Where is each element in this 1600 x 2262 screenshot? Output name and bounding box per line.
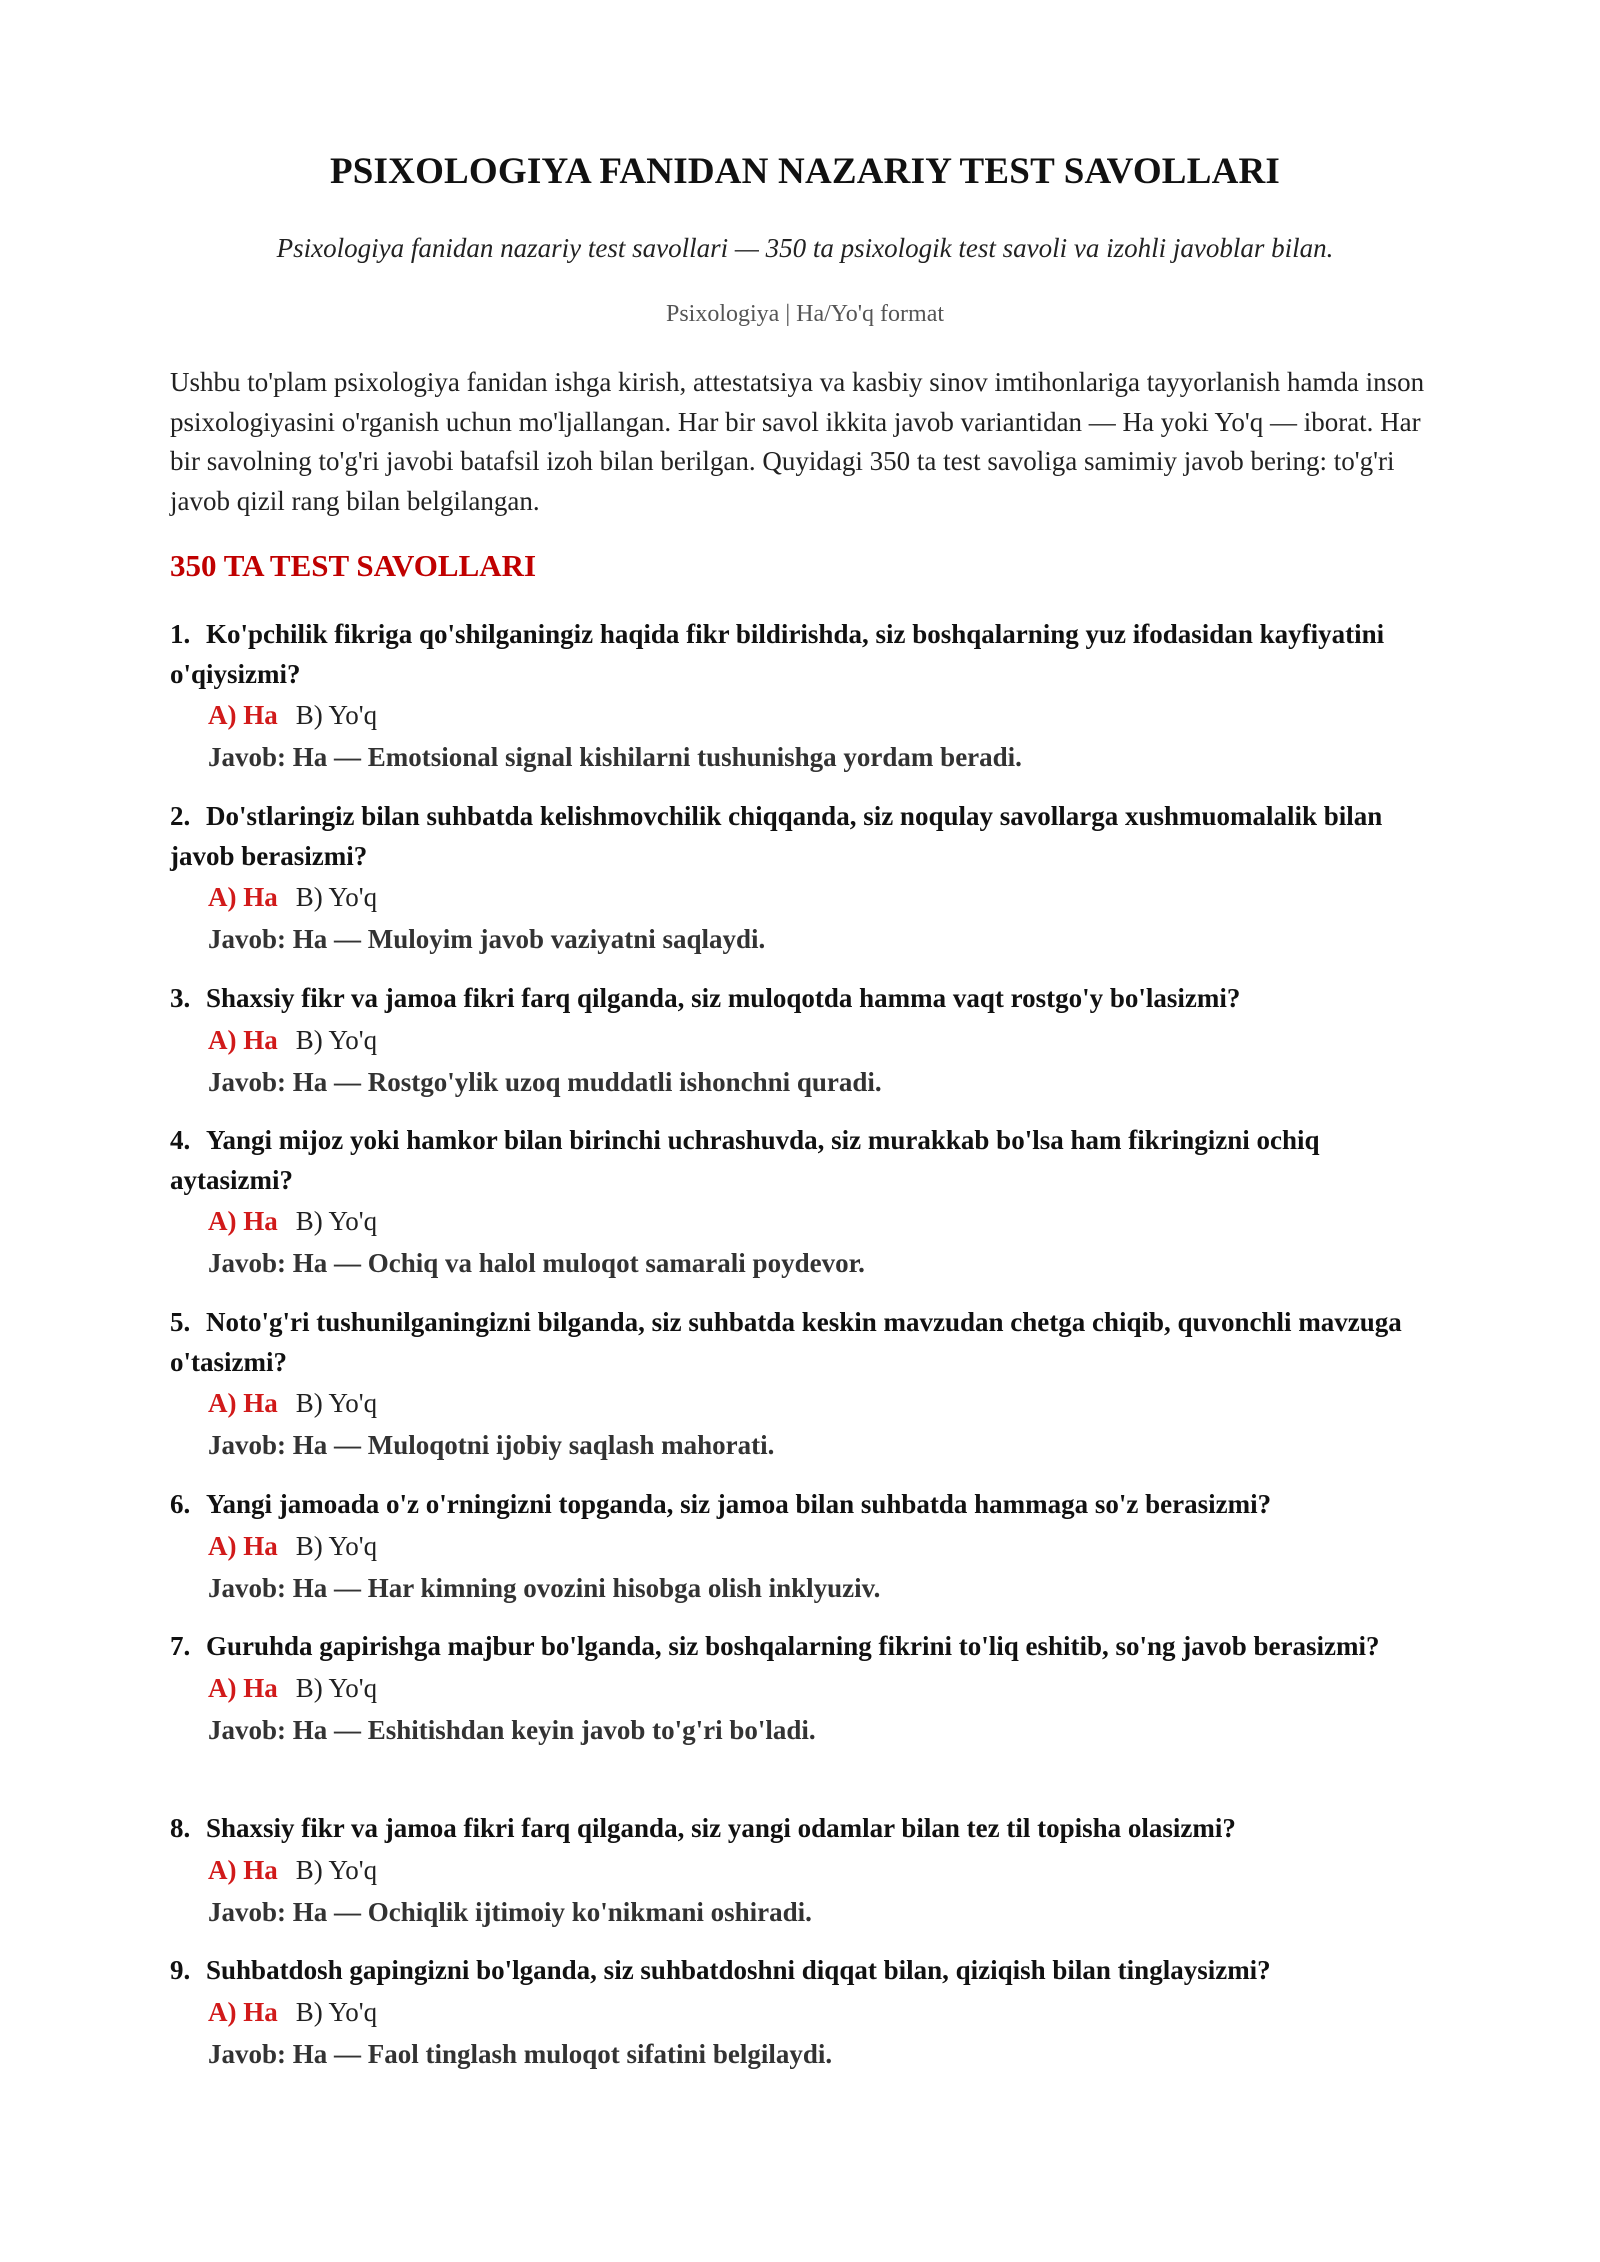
question-number: 2. bbox=[170, 801, 191, 831]
question-number: 1. bbox=[170, 619, 191, 649]
option-a: A) Ha bbox=[208, 1996, 278, 2027]
answer-explanation: Javob: Ha — Rostgo'ylik uzoq muddatli ishonchni quradi. bbox=[208, 1066, 882, 1097]
question-text bbox=[170, 1485, 1440, 1525]
question-body: Noto'g'ri tushunilganingizni bilganda, siz suhbatda keskin mavzudan chetga chiqib, quvonchli mavzuga o'tasizmi? bbox=[170, 1307, 1402, 1377]
page-subtitle: Psixologiya fanidan nazariy test savollari — 350 ta psixologik test savoli va izohli javoblar bilan. bbox=[276, 233, 1334, 263]
answer-explanation: Javob: Ha — Eshitishdan keyin javob to'g'ri bo'ladi. bbox=[208, 1714, 816, 1745]
option-b: B) Yo'q bbox=[295, 1388, 378, 1418]
answer-options bbox=[208, 876, 1440, 918]
option-a: A) Ha bbox=[208, 1672, 278, 1703]
option-b: B) Yo'q bbox=[295, 1672, 378, 1703]
option-a: A) Ha bbox=[208, 1854, 278, 1885]
answer-explanation: Javob: Ha — Muloqotni ijobiy saqlash mahorati. bbox=[208, 1430, 775, 1460]
option-b: B) Yo'q bbox=[295, 700, 378, 730]
question-item bbox=[170, 979, 1440, 1103]
answer-options bbox=[208, 1525, 1440, 1567]
answer-explanation: Javob: Ha — Ochiqlik ijtimoiy ko'nikmani oshiradi. bbox=[208, 1896, 812, 1927]
option-b: B) Yo'q bbox=[295, 1024, 378, 1055]
answer-explanation: Javob: Ha — Ochiq va halol muloqot samarali poydevor. bbox=[208, 1248, 865, 1278]
question-body: Ko'pchilik fikriga qo'shilganingiz haqida fikr bildirishda, siz boshqalarning yuz ifodasidan kayfiyatini o'qiysizmi? bbox=[170, 619, 1385, 689]
question-body: Yangi mijoz yoki hamkor bilan birinchi uchrashuvda, siz murakkab bo'lsa ham fikringizni ochiq aytasizmi? bbox=[170, 1125, 1320, 1195]
question-item bbox=[170, 1303, 1440, 1466]
question-number: 5. bbox=[170, 1307, 191, 1337]
option-a: A) Ha bbox=[208, 1530, 278, 1561]
question-number: 3. bbox=[170, 983, 191, 1013]
answer-explanation: Javob: Ha — Har kimning ovozini hisobga olish inklyuziv. bbox=[208, 1572, 881, 1603]
answer-options bbox=[208, 1849, 1440, 1891]
page-title: PSIXOLOGIYA FANIDAN NAZARIY TEST SAVOLLARI bbox=[329, 151, 1281, 192]
category-format-line: Psixologiya | Ha/Yo'q format bbox=[665, 301, 945, 327]
answer-options bbox=[208, 1991, 1440, 2033]
answer-explanation: Javob: Ha — Muloyim javob vaziyatni saqlaydi. bbox=[208, 924, 766, 954]
question-text bbox=[170, 1951, 1440, 1991]
answer-options bbox=[208, 1019, 1440, 1061]
option-b: B) Yo'q bbox=[295, 1530, 378, 1561]
question-text bbox=[170, 1121, 1440, 1200]
question-item bbox=[170, 615, 1440, 778]
question-text bbox=[170, 797, 1440, 876]
question-text bbox=[170, 1303, 1440, 1382]
option-b: B) Yo'q bbox=[295, 1854, 378, 1885]
question-item bbox=[170, 1627, 1440, 1751]
question-item bbox=[170, 1809, 1440, 1933]
question-number: 8. bbox=[170, 1813, 191, 1843]
question-text bbox=[170, 615, 1440, 694]
section-heading: 350 TA TEST SAVOLLARI bbox=[170, 548, 537, 583]
option-a: A) Ha bbox=[208, 1388, 278, 1418]
question-body: Do'stlaringiz bilan suhbatda kelishmovchilik chiqqanda, siz noqulay savollarga xushmuomalalik bilan javob berasizmi? bbox=[170, 801, 1383, 871]
option-b: B) Yo'q bbox=[295, 1996, 378, 2027]
question-number: 7. bbox=[170, 1631, 191, 1661]
question-item bbox=[170, 1121, 1440, 1284]
question-body: Guruhda gapirishga majbur bo'lganda, siz boshqalarning fikrini to'liq eshitib, so'ng javob berasizmi? bbox=[206, 1631, 1380, 1661]
question-body: Yangi jamoada o'z o'rningizni topganda, siz jamoa bilan suhbatda hammaga so'z berasizmi? bbox=[206, 1489, 1272, 1519]
answer-options bbox=[208, 1382, 1440, 1424]
question-text bbox=[170, 1809, 1440, 1849]
question-text bbox=[170, 979, 1440, 1019]
option-a: A) Ha bbox=[208, 700, 278, 730]
question-number: 9. bbox=[170, 1955, 191, 1985]
question-item bbox=[170, 1951, 1440, 2075]
option-a: A) Ha bbox=[208, 1024, 278, 1055]
question-number: 4. bbox=[170, 1125, 191, 1155]
answer-explanation: Javob: Ha — Emotsional signal kishilarni tushunishga yordam beradi. bbox=[208, 742, 1022, 772]
question-item bbox=[170, 797, 1440, 960]
answer-explanation: Javob: Ha — Faol tinglash muloqot sifatini belgilaydi. bbox=[208, 2038, 833, 2069]
question-body: Shaxsiy fikr va jamoa fikri farq qilganda, siz muloqotda hamma vaqt rostgo'y bo'lasizmi? bbox=[206, 983, 1241, 1013]
question-body: Suhbatdosh gapingizni bo'lganda, siz suhbatdoshni diqqat bilan, qiziqish bilan tinglaysizmi? bbox=[206, 1955, 1271, 1985]
answer-options bbox=[208, 694, 1440, 736]
question-number: 6. bbox=[170, 1489, 191, 1519]
question-body: Shaxsiy fikr va jamoa fikri farq qilganda, siz yangi odamlar bilan tez til topisha olasizmi? bbox=[206, 1813, 1236, 1843]
question-text bbox=[170, 1627, 1440, 1667]
option-a: A) Ha bbox=[208, 882, 278, 912]
question-item bbox=[170, 1485, 1440, 1609]
option-b: B) Yo'q bbox=[295, 1206, 378, 1236]
option-a: A) Ha bbox=[208, 1206, 278, 1236]
answer-options bbox=[208, 1667, 1440, 1709]
option-b: B) Yo'q bbox=[295, 882, 378, 912]
answer-options bbox=[208, 1200, 1440, 1242]
intro-paragraph: Ushbu to'plam psixologiya fanidan ishga kirish, attestatsiya va kasbiy sinov imtihonlariga tayyorlanish hamda inson psixologiyasini o'rganish uchun mo'ljallangan. Har bir savol ikkita javob variantidan — Ha yoki Yo'q — iborat. Har bir savolning to'g'ri javobi batafsil izoh bilan berilgan. Quyidagi 350 ta test savoliga samimiy javob bering: to'g'ri javob qizil rang bilan belgilangan. bbox=[170, 367, 1425, 516]
